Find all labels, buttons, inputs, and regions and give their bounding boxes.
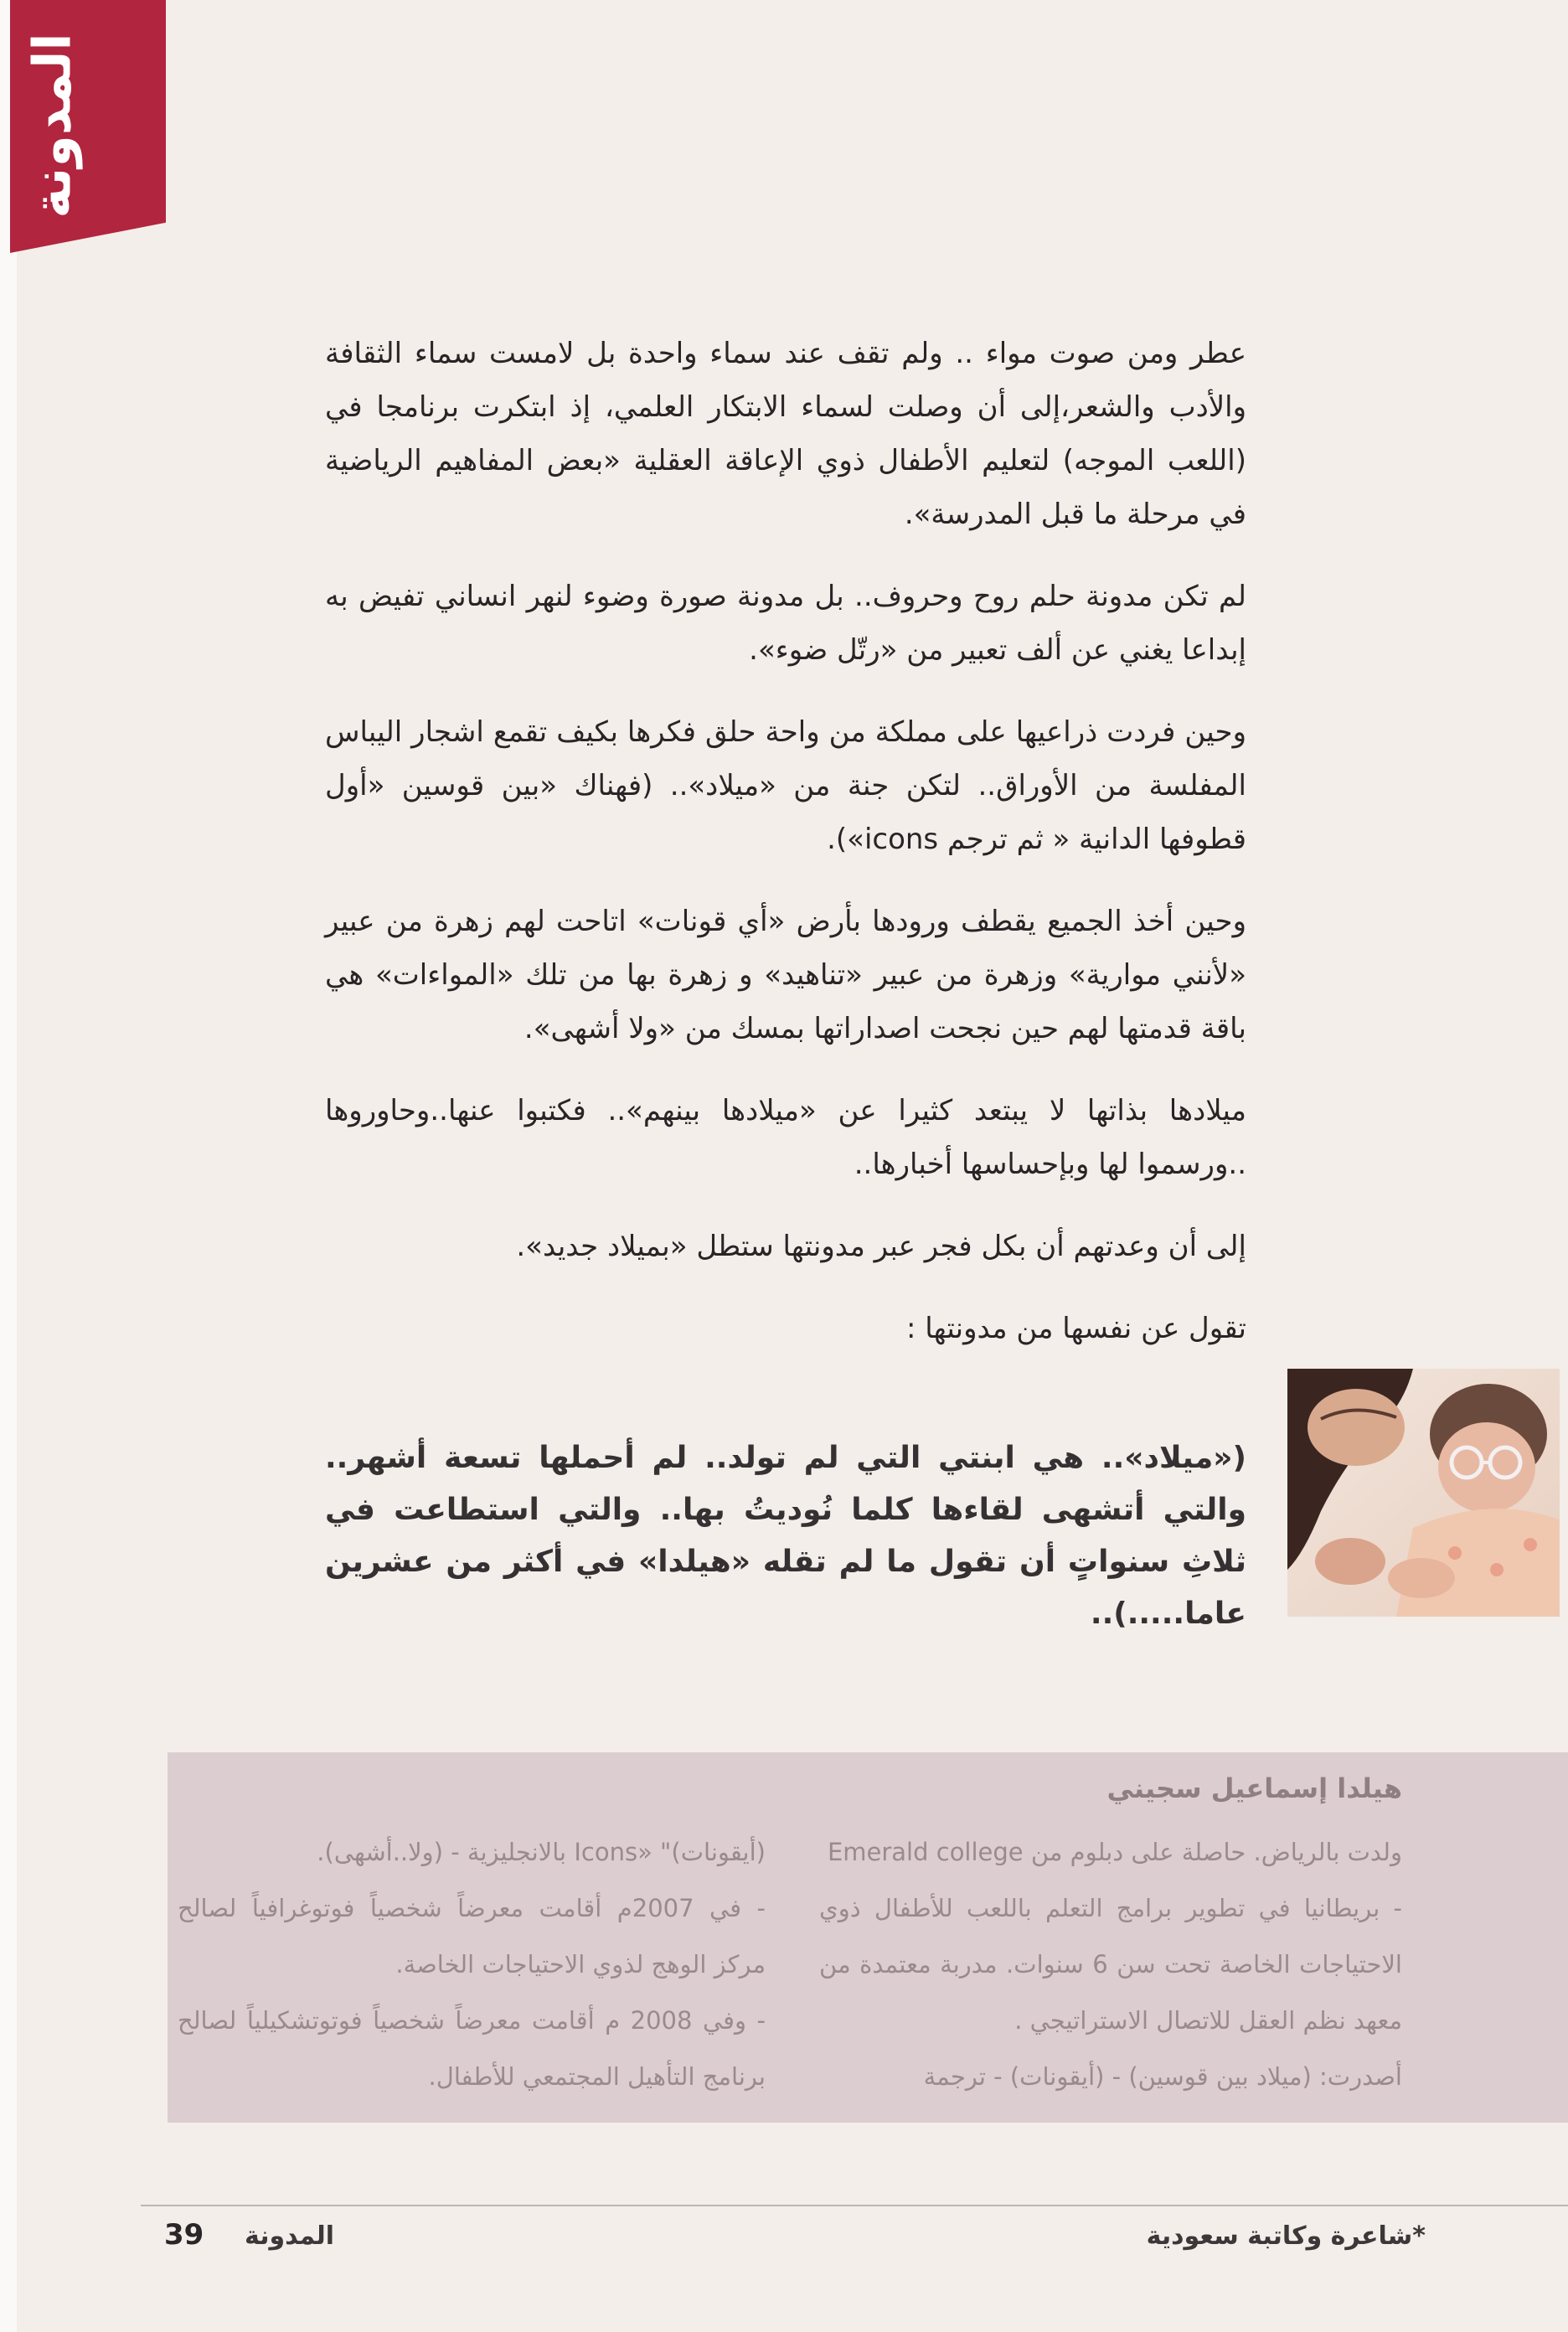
footer-note: *شاعرة وكاتبة سعودية — [1146, 2221, 1426, 2251]
article-paragraph: وحين أخذ الجميع يقطف ورودها بأرض «أي قونات» اتاحت لهم زهرة من عبير «لأنني موارية» وزهرة من عبير «تناهيد» و زهرة بها من تلك «المواءات» هي باقة قدمتها لهم حين نجحت اصداراتها بمسك من «ولا أشهى». — [325, 905, 1246, 1045]
bio-text: - وفي 2008 م أقامت معرضاً شخصياً فوتوتشكيلياً لصالح برنامج التأهيل المجتمعي للأطفال. — [178, 2006, 766, 2091]
footer-section-name: المدونة — [245, 2221, 335, 2251]
article-paragraph: لم تكن مدونة حلم روح وحروف.. بل مدونة صورة وضوء لنهر انساني تفيض به إبداعا يغني عن ألف تعبير من «رتّل ضوء». — [325, 580, 1246, 667]
bio-text: - في 2007م أقامت معرضاً شخصياً فوتوغرافياً لصالح مركز الوهج لذوي الاحتياجات الخاصة. — [178, 1894, 766, 1979]
footer-divider — [141, 2205, 1568, 2206]
article-body — [325, 327, 1246, 1372]
quote-intro: تقول عن نفسها من مدونتها : — [906, 1312, 1246, 1345]
article-paragraph: وحين فردت ذراعيها على مملكة من واحة حلق فكرها بكيف تقمع اشجار اليباس المفلسة من الأوراق.. لتكن جنة من «ميلاد».. (فهناك «بين قوسين «أول قطوفها الدانية « ثم ترجم icons»). — [325, 715, 1246, 856]
page-margin-strip — [0, 0, 17, 2332]
article-paragraph: عطر ومن صوت مواء .. ولم تقف عند سماء واحدة بل لامست سماء الثقافة والأدب والشعر،إلى أن وصلت لسماء الابتكار العلمي، إذ ابتكرت برنامجا في (اللعب الموجه) لتعليم الأطفال ذوي الإعاقة العقلية «بعض المفاهيم الرياضية في مرحلة ما قبل المدرسة». — [325, 337, 1246, 531]
author-photo — [1287, 1369, 1560, 1617]
bio-left-column — [178, 1824, 766, 2105]
page-number: 39 — [164, 2218, 204, 2252]
bio-text: - بريطانيا في تطوير برامج التعلم باللعب للأطفال ذوي الاحتياجات الخاصة تحت سن 6 سنوات. مدربة معتمدة من معهد نظم العقل للاتصال الاستراتيجي . — [819, 1894, 1402, 2035]
article-paragraph: إلى أن وعدتهم أن بكل فجر عبر مدونتها ستطل «بميلاد جديد». — [516, 1230, 1246, 1263]
article-paragraph: ميلادها بذاتها لا يبتعد كثيرا عن «ميلادها بينهم».. فكتبوا عنها..وحاوروها ..ورسموا لها وبإحساسها أخبارها.. — [325, 1094, 1246, 1181]
author-photo-image — [1287, 1369, 1560, 1617]
bio-text: (أيقونات)" «Icons بالانجليزية - (ولا..أشهى). — [317, 1838, 766, 1866]
bio-text: أصدرت: (ميلاد بين قوسين) - (أيقونات) - ترجمة — [923, 2062, 1402, 2091]
pull-quote: («ميلاد».. هي ابنتي التي لم تولد.. لم أحملها تسعة أشهر.. والتي أتشهى لقاءها كلما نُوديتُ بها.. والتي استطاعت في ثلاثِ سنواتٍ أن تقول ما لم تقله «هيلدا» في أكثر من عشرين عاما.....).. — [325, 1441, 1246, 1631]
bio-text: ولدت بالرياض. حاصلة على دبلوم من Emerald college — [827, 1838, 1402, 1866]
bio-name: هيلدا إسماعيل سجيني — [1106, 1772, 1402, 1804]
section-tab-label: المدونة — [21, 33, 83, 219]
bio-right-column — [819, 1824, 1402, 2105]
